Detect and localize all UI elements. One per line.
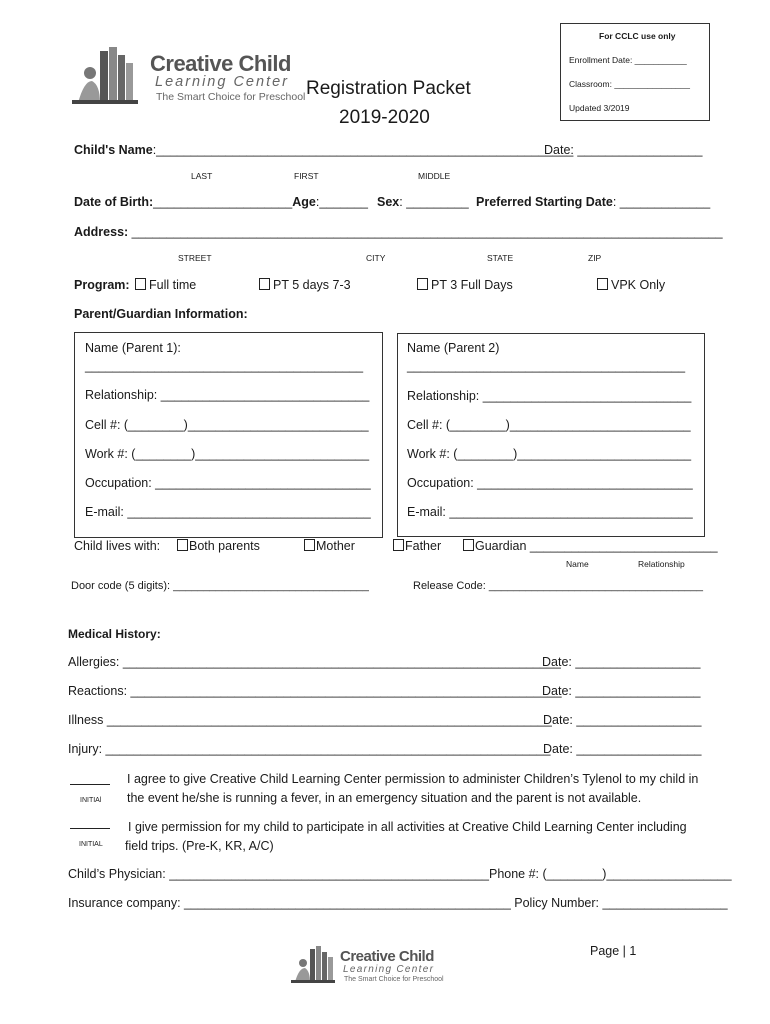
footer-logo xyxy=(290,945,450,987)
program-option-full-time[interactable] xyxy=(135,278,196,292)
checkbox[interactable] xyxy=(393,539,404,551)
checkbox[interactable] xyxy=(177,539,188,551)
program-label: Program: xyxy=(74,278,130,292)
books-logo-icon xyxy=(70,45,140,107)
enrollment-date-field[interactable]: Enrollment Date: ___________ xyxy=(569,55,687,65)
sub-middle: MIDDLE xyxy=(418,171,451,181)
school-year: 2019-2020 xyxy=(339,107,430,128)
parent1-name-field[interactable]: ________________________________________ xyxy=(85,359,364,373)
option-label: Mother xyxy=(316,539,355,553)
lives-with-guardian[interactable] xyxy=(463,539,718,553)
allergies-field[interactable]: Allergies: _______________________________________________________________ xyxy=(68,655,561,669)
injury-date-field[interactable]: Date: __________________ xyxy=(543,742,702,756)
parent2-relationship-field[interactable]: Relationship: ______________________________ xyxy=(407,389,692,403)
physician-field[interactable]: Child’s Physician: ______________________________________________Phone #: (________)__________________ xyxy=(68,867,732,881)
program-option-pt5[interactable] xyxy=(259,278,351,292)
option-label: PT 5 days 7-3 xyxy=(273,278,351,292)
parent1-name-label: Name (Parent 1): xyxy=(85,341,181,355)
parent2-cell-field[interactable]: Cell #: (________)__________________________ xyxy=(407,418,691,432)
injury-field[interactable]: Injury: ________________________________________________________________ xyxy=(68,742,551,756)
allergies-date-field[interactable]: Date: __________________ xyxy=(542,655,701,669)
option-label: Both parents xyxy=(189,539,260,553)
consent1-line2: the event he/she is running a fever, in an emergency situation and the parent is not available. xyxy=(127,791,642,805)
dob-row xyxy=(74,195,368,209)
address-row xyxy=(74,225,723,239)
logo xyxy=(70,45,305,107)
parent2-email-field[interactable]: E-mail: ___________________________________ xyxy=(407,505,693,519)
child-name-label: Child's Name xyxy=(74,143,153,157)
parent2-work-field[interactable]: Work #: (________)_________________________ xyxy=(407,447,692,461)
address-label: Address: xyxy=(74,225,129,239)
parent2-occupation-field[interactable]: Occupation: _______________________________ xyxy=(407,476,693,490)
parent1-cell-field[interactable]: Cell #: (________)__________________________ xyxy=(85,418,369,432)
lives-with-both[interactable] xyxy=(177,539,260,553)
child-name-row xyxy=(74,143,573,157)
sub-first: FIRST xyxy=(294,171,319,181)
lives-with-father[interactable] xyxy=(393,539,441,553)
footer-logo-line1: Creative Child xyxy=(340,948,434,965)
sub-state: STATE xyxy=(487,253,514,263)
footer-logo-line2: Learning Center xyxy=(343,964,435,975)
checkbox[interactable] xyxy=(463,539,474,551)
start-date-field[interactable]: : _____________ xyxy=(612,195,711,209)
page-title: Registration Packet xyxy=(306,78,471,99)
start-date-label: Preferred Starting Date xyxy=(476,195,613,209)
lives-with-mother[interactable] xyxy=(304,539,355,553)
reactions-field[interactable]: Reactions: ______________________________________________________________ xyxy=(68,684,562,698)
door-code-field[interactable]: Door code (5 digits): ________________________________ xyxy=(71,580,369,592)
initial-line-2[interactable] xyxy=(70,828,110,829)
reactions-date-field[interactable]: Date: __________________ xyxy=(542,684,701,698)
sex-label: Sex xyxy=(377,195,400,209)
checkbox[interactable] xyxy=(597,278,608,290)
sex-field[interactable]: : _________ xyxy=(399,195,469,209)
option-label: PT 3 Full Days xyxy=(431,278,513,292)
sub-city: CITY xyxy=(366,253,386,263)
parent1-occupation-field[interactable]: Occupation: _______________________________ xyxy=(85,476,371,490)
option-label: Full time xyxy=(149,278,197,292)
updated-date: Updated 3/2019 xyxy=(569,103,630,113)
books-logo-icon xyxy=(290,945,338,985)
footer-logo-tagline: The Smart Choice for Preschool xyxy=(344,976,444,983)
logo-line1: Creative Child xyxy=(150,51,291,76)
program-option-pt3[interactable] xyxy=(417,278,513,292)
initial-label-2: INITIAL xyxy=(79,841,103,848)
page-number: Page | 1 xyxy=(590,944,637,958)
initial-label-1: INITIAl xyxy=(80,797,102,804)
illness-date-field[interactable]: Date: __________________ xyxy=(543,713,702,727)
checkbox[interactable] xyxy=(417,278,428,290)
option-label: Guardian ___________________________ xyxy=(475,539,718,553)
sex-row xyxy=(377,195,469,209)
insurance-field[interactable]: Insurance company: _______________________________________________ Policy Number: __________________ xyxy=(68,896,728,910)
option-label: Father xyxy=(405,539,442,553)
start-date-row xyxy=(476,195,710,209)
dob-label: Date of Birth: xyxy=(74,195,154,209)
age-field[interactable]: :_______ xyxy=(315,195,368,209)
parent1-work-field[interactable]: Work #: (________)_________________________ xyxy=(85,447,370,461)
classroom-field[interactable]: Classroom: ________________ xyxy=(569,79,690,89)
child-date-field[interactable]: Date: __________________ xyxy=(544,143,703,157)
lives-with-label: Child lives with: xyxy=(74,539,161,553)
initial-line-1[interactable] xyxy=(70,784,110,785)
parents-heading: Parent/Guardian Information: xyxy=(74,307,248,321)
sub-zip: ZIP xyxy=(588,253,602,263)
checkbox[interactable] xyxy=(135,278,146,290)
dob-field[interactable]: ____________________ xyxy=(153,195,293,209)
age-label: Age xyxy=(292,195,316,209)
sub-street: STREET xyxy=(178,253,212,263)
consent2-line1: I give permission for my child to participate in all activities at Creative Child Learning Center including xyxy=(128,820,687,834)
parent2-name-label: Name (Parent 2) xyxy=(407,341,500,355)
logo-tagline: The Smart Choice for Preschool xyxy=(156,91,306,103)
child-name-field[interactable]: :____________________________________________________________ xyxy=(152,143,574,157)
checkbox[interactable] xyxy=(259,278,270,290)
parent1-email-field[interactable]: E-mail: ___________________________________ xyxy=(85,505,371,519)
program-option-vpk[interactable] xyxy=(597,278,665,292)
medical-heading: Medical History: xyxy=(68,627,161,641)
consent2-line2: field trips. (Pre-K, KR, A/C) xyxy=(125,839,274,853)
sub-relationship: Relationship xyxy=(638,559,685,569)
release-code-field[interactable]: Release Code: ___________________________________ xyxy=(413,580,703,592)
sub-name: Name xyxy=(566,559,589,569)
parent2-name-field[interactable]: ________________________________________ xyxy=(407,359,686,373)
checkbox[interactable] xyxy=(304,539,315,551)
address-field[interactable]: _____________________________________________________________________________________ xyxy=(128,225,723,239)
cclc-box-title: For CCLC use only xyxy=(599,31,676,41)
option-label: VPK Only xyxy=(611,278,666,292)
parent1-relationship-field[interactable]: Relationship: ______________________________ xyxy=(85,388,370,402)
sub-last: LAST xyxy=(191,171,213,181)
logo-line2: Learning Center xyxy=(155,74,289,90)
illness-field[interactable]: Illness ________________________________________________________________ xyxy=(68,713,552,727)
consent1-line1: I agree to give Creative Child Learning Center permission to administer Children’s Tylenol to my child in xyxy=(127,772,699,786)
